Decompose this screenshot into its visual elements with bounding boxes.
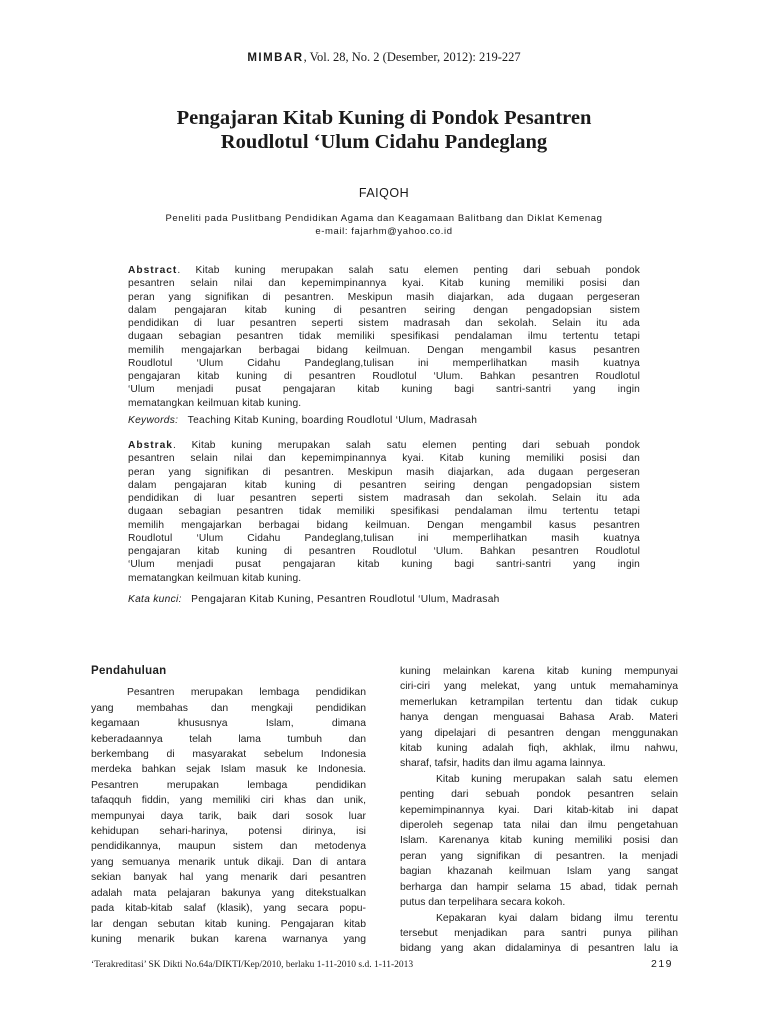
abstract-indonesian — [128, 439, 640, 585]
abstrak-line: ‘Ulum menjadi pusat pengajaran kitab kuning bagi santri-santri yang ingin — [128, 559, 640, 571]
body-line: Kitab kuning merupakan salah satu elemen — [436, 773, 678, 785]
kata-kunci-label: Kata kunci: — [128, 594, 182, 605]
body-column-right — [400, 664, 678, 957]
abstract-line: ‘Ulum menjadi pusat pengajaran kitab kuning bagi santri-santri yang ingin — [128, 384, 640, 396]
body-line: tafaqquh fiddin, yang memiliki ciri khas dan unik, — [91, 795, 366, 807]
body-line: kuning melainkan karena kitab kuning mempunyai — [400, 666, 678, 677]
body-line: pada kitab-kitab salaf (klasik), yang secara popu- — [91, 903, 366, 915]
body-line: keberadaannya telah lama tumbuh dan — [91, 733, 366, 745]
body-line: peran yang signifikan di pesantren. Ia menjadi — [400, 850, 678, 862]
body-column-left — [91, 664, 366, 947]
body-line: bidang yang akan didalaminya di pesantren lalu ia — [400, 943, 678, 955]
abstrak-line: pengajaran kitab kuning di pesantren Roudlotul ‘Ulum. Bahkan pesantren Roudlotul — [128, 546, 640, 557]
body-line: putus dan terpelihara secara kokoh. — [400, 897, 566, 909]
body-line: sharaf, tafsir, hadits dan ilmu agama lainnya. — [400, 758, 606, 770]
abstrak-line: Abstrak. Kitab kuning merupakan salah satu elemen penting dari sebuah pondok — [128, 440, 640, 451]
author-name: FAIQOH — [358, 186, 410, 200]
kata-kunci — [128, 594, 640, 605]
body-line: kitab kuning adalah fiqh, akhlak, ilmu nahwu, — [400, 743, 678, 755]
page-number: 219 — [651, 958, 674, 970]
body-line: bagian khazanah keilmuan Islam yang sangat — [400, 866, 678, 878]
body-line: Kepakaran kyai dalam bidang ilmu terentu — [436, 912, 678, 924]
journal-header — [0, 50, 768, 65]
body-line: yang membahas dan mengkaji pendidikan — [91, 702, 366, 714]
keywords-label: Keywords: — [128, 415, 179, 426]
body-line: hanya dengan menguasai Bahasa Arab. Materi — [400, 712, 678, 724]
body-line: sekian banyak hal yang menarik dari pesantren — [91, 872, 366, 884]
body-line: Pesantren merupakan lembaga pendidikan — [91, 779, 366, 791]
author-affiliation — [100, 212, 668, 238]
body-line: kehidupan sehari-harinya, potensi dirinya, isi — [91, 826, 366, 838]
body-line: diperoleh segenap tata nilai dan ilmu pengetahuan — [400, 820, 678, 832]
abstrak-line: memilih mengajarkan berbagai bidang keilmuan. Dengan mengambil kasus pesantren — [128, 519, 640, 531]
keywords-value: Teaching Kitab Kuning, boarding Roudlotul ‘Ulum, Madrasah — [187, 415, 478, 426]
abstract-line: mematangkan keilmuan kitab kuning. — [128, 397, 302, 409]
section-heading: Pendahuluan — [91, 665, 167, 677]
body-line: tersebut menjadikan para santri punya pilihan — [400, 927, 678, 939]
title-line-2: Roudlotul ‘Ulum Cidahu Pandeglang — [220, 131, 548, 153]
keywords — [128, 415, 640, 426]
abstract-english — [128, 264, 640, 410]
abstract-line: memilih mengajarkan berbagai bidang keilmuan. Dengan mengambil kasus pesantren — [128, 344, 640, 356]
body-line: memerlukan ketrampilan tertentu dan tidak cukup — [400, 696, 678, 708]
body-line: adalah mata pelajaran bakunya yang ditekstualkan — [91, 887, 366, 899]
abstract-line: peran yang signifikan di pesantren. Meskipun masih diajarkan, ada dugaan pergeseran — [128, 291, 640, 303]
abstrak-line: dugaan sebagian pesantren tidak memiliki spesifikasi pendalaman ilmu tertentu tetapi — [128, 506, 640, 518]
author-email: e-mail: fajarhm@yahoo.co.id — [315, 226, 453, 237]
abstract-line: pengajaran kitab kuning di pesantren Roudlotul ‘Ulum. Bahkan pesantren Roudlotul — [128, 371, 640, 382]
body-line: kepemimpinannya kyai. Dari kitab-kitab ini dapat — [400, 804, 678, 816]
abstrak-line: pendidikan di luar pesantren seperti sistem madrasah dan sekolah. Selain itu ada — [128, 493, 640, 504]
accreditation-footnote: ‘Terakreditasi’ SK Dikti No.64a/DIKTI/Kep/2010, berlaku 1-11-2010 s.d. 1-11-2013 — [91, 960, 414, 970]
abstrak-line: mematangkan keilmuan kitab kuning. — [128, 572, 302, 584]
body-line: berharga dan hampir selama 15 abad, tidak pernah — [400, 881, 678, 893]
abstract-line: dugaan sebagian pesantren tidak memiliki spesifikasi pendalaman ilmu tertentu tetapi — [128, 331, 640, 343]
abstract-line: pendidikan di luar pesantren seperti sistem madrasah dan sekolah. Selain itu ada — [128, 318, 640, 329]
abstract-line: dalam pengajaran kitab kuning di pesantren seiring dengan pengadopsian sistem — [128, 304, 640, 316]
body-line: berkembang di masyarakat sebelum Indonesia — [91, 749, 366, 761]
body-line: kegamaan khususnya Islam, dimana — [91, 718, 366, 730]
body-line: pendidikannya, maupun sistem dan metodenya — [91, 841, 366, 853]
abstrak-label: Abstrak — [128, 440, 173, 451]
body-line: Islam. Karenanya kitab kuning memiliki posisi dan — [400, 835, 678, 847]
body-line: yang semuanya menarik untuk dikaji. Dan di antara — [91, 856, 366, 868]
abstract-line: Roudlotul ‘Ulum Cidahu Pandeglang,tulisan ini memperlihatkan masih kuatnya — [128, 357, 640, 369]
abstrak-line: peran yang signifikan di pesantren. Meskipun masih diajarkan, ada dugaan pergeseran — [128, 466, 640, 478]
abstrak-line: pesantren selain nilai dan kepemimpinannya kyai. Kitab kuning memiliki posisi dan — [128, 453, 640, 465]
abstract-label: Abstract — [128, 265, 178, 276]
abstract-line: Abstract. Kitab kuning merupakan salah satu elemen penting dari sebuah pondok — [128, 265, 640, 276]
body-line: penting dari sebuah pondok pesantren selain — [400, 789, 678, 801]
body-line: Pesantren merupakan lembaga pendidikan — [127, 687, 366, 699]
body-line: yang dipelajari di pesantren dengan menggunakan — [400, 727, 678, 739]
kata-kunci-value: Pengajaran Kitab Kuning, Pesantren Roudlotul ‘Ulum, Madrasah — [191, 594, 500, 605]
title-line-1: Pengajaran Kitab Kuning di Pondok Pesantren — [176, 107, 592, 129]
body-line: merdeka bahkan sejak Islam masuk ke Indonesia. — [91, 764, 366, 776]
abstract-line: pesantren selain nilai dan kepemimpinannya kyai. Kitab kuning memiliki posisi dan — [128, 278, 640, 290]
paper-title — [80, 106, 688, 154]
body-line: mempunyai daya tarik, baik dari sosok luar — [91, 810, 366, 822]
journal-name: MIMBAR — [247, 52, 304, 64]
abstrak-line: Roudlotul ‘Ulum Cidahu Pandeglang,tulisan ini memperlihatkan masih kuatnya — [128, 532, 640, 544]
body-line: ciri-ciri yang melekat, yang untuk memahaminya — [400, 681, 678, 693]
body-line: lar dengan sebutan kitab kuning. Pengajaran kitab — [91, 918, 366, 930]
journal-citation: , Vol. 28, No. 2 (Desember, 2012): 219-227 — [303, 50, 521, 64]
body-line: kuning menarik bukan karena warnanya yang — [91, 933, 366, 945]
abstrak-line: dalam pengajaran kitab kuning di pesantren seiring dengan pengadopsian sistem — [128, 479, 640, 491]
affiliation-line: Peneliti pada Puslitbang Pendidikan Agama dan Keagamaan Balitbang dan Diklat Kemenag — [165, 213, 603, 224]
